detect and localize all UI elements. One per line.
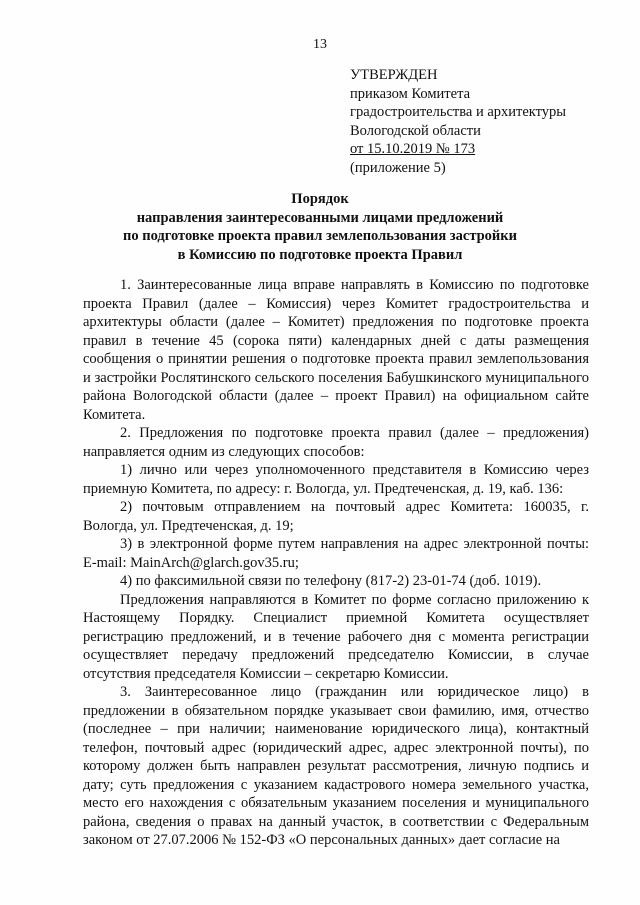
document-body	[83, 276, 589, 850]
paragraph: 3) в электронной форме путем направления на адрес электронной почты: E-mail: MainArch@glarch.gov35.ru;	[83, 536, 589, 571]
paragraph: 2. Предложения по подготовке проекта правил (далее – предложения) направляется одним из следующих способов:	[83, 425, 589, 460]
approval-date: от 15.10.2019 № 173	[350, 141, 476, 157]
approval-heading: УТВЕРЖДЕН	[350, 67, 438, 83]
document-title	[60, 190, 580, 264]
paragraph: 1) лично или через уполномоченного представителя в Комиссию через приемную Комитета, по адресу: г. Вологда, ул. Предтеченская, д. 19, каб. 136:	[83, 462, 589, 497]
approval-line: градостроительства и архитектуры	[350, 104, 567, 120]
title-line: направления заинтересованными лицами предложений	[136, 209, 504, 226]
paragraph: 1. Заинтересованные лица вправе направлять в Комиссию по подготовке проекта Правил (далее – Комиссия) через Комитет градостроительства и архитектуры области (далее – Комитет) предложения по подготовке проекта правил в течение 45 (сорока пяти) календарных дней с даты размещения сообщения о принятии решения о подготовке проекта правил землепользования и застройки Рослятинского сельского поселения Бабушкинского муниципального района Вологодской области (далее – проект Правил) на официальном сайте Комитета.	[83, 277, 589, 423]
approval-line: приказом Комитета	[350, 85, 471, 102]
paragraph: 2) почтовым отправлением на почтовый адрес Комитета: 160035, г. Вологда, ул. Предтеченская, д. 19;	[83, 499, 589, 534]
approval-stamp	[350, 66, 566, 177]
approval-line: Вологодской области	[350, 122, 481, 139]
title-line: по подготовке проекта правил землепользования застройки	[123, 228, 517, 244]
title-line: Порядок	[291, 191, 349, 207]
page-number: 13	[313, 37, 327, 52]
approval-appendix: (приложение 5)	[350, 159, 446, 176]
title-line: в Комиссию по подготовке проекта Правил	[177, 246, 463, 263]
paragraph: 3. Заинтересованное лицо (гражданин или юридическое лицо) в предложении в обязательном порядке указывает свои фамилию, имя, отчество (последнее – при наличии; наименование юридического лица), контактный телефон, почтовый адрес (юридический адрес, адрес электронной почты), по которому должен быть направлен результат рассмотрения, личную подпись и дату; суть предложения с указанием кадастрового номера земельного участка, место его нахождения с обязательным указанием поселения и муниципального района, сведения о правах на данный участок, в соответствии с Федеральным законом от 27.07.2006 № 152-ФЗ «О персональных данных» дает согласие на	[83, 684, 589, 848]
paragraph: 4) по факсимильной связи по телефону (817-2) 23-01-74 (доб. 1019).	[120, 573, 542, 589]
paragraph: Предложения направляются в Комитет по форме согласно приложению к Настоящему Порядку. Специалист приемной Комитета осуществляет регистрацию предложений, и в течение рабочего дня с момента регистрации осуществляет передачу предложений председателю Комиссии, в случае отсутствия председателя Комиссии – секретарю Комиссии.	[83, 591, 589, 682]
